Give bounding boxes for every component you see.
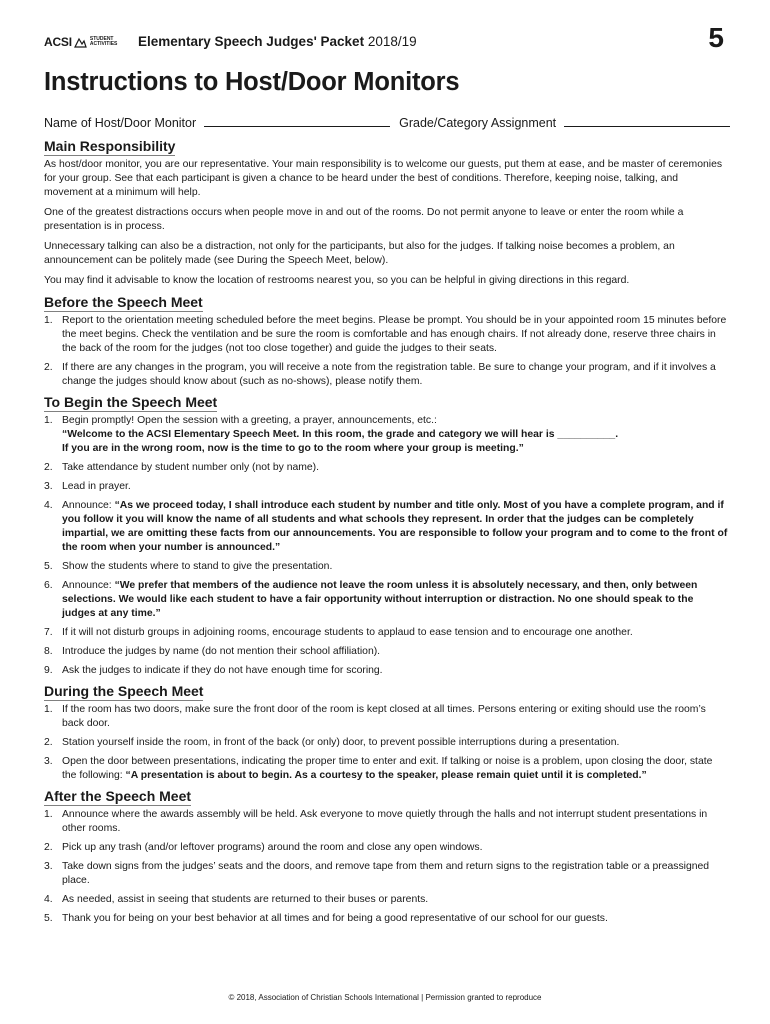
list-item: 2. Station yourself inside the room, in front of the back (or only) door, to prevent possible interruptions during a presentation. [44, 737, 620, 748]
packet-year: 2018/19 [367, 34, 417, 49]
paragraph: Unnecessary talking can also be a distraction, not only for the participants, but also for the judges. If talking noise becomes a problem, an announcement can be politely made (see During the Speech Meet, below). [44, 241, 675, 266]
paragraph: You may find it advisable to know the location of restrooms nearest you, so you can be helpful in giving directions in this regard. [44, 275, 630, 286]
logo-subtext: STUDENT ACTIVITIES [89, 36, 118, 47]
list-item: 9. Ask the judges to indicate if they do not have enough time for scoring. [44, 665, 383, 676]
list-item: 5. Thank you for being on your best behavior at all times and for being a good representative of our school for our guests. [44, 913, 608, 924]
paragraph: One of the greatest distractions occurs when people move in and out of the rooms. Do not permit anyone to leave or enter the room while a presentation is in process. [44, 207, 684, 232]
list-item: 1. Begin promptly! Open the session with a greeting, a prayer, announcements, etc.: “Welcome to the ACSI Elementary Speech Meet. In this room, the grade and category we will hear is __________. If you are in the wrong room, now is the time to go to the room where your group is meeting.” [44, 415, 619, 454]
list-item: 6. Announce: “We prefer that members of the audience not leave the room unless it is absolutely necessary, and then, only between selections. We would like each student to have a fair opportunity without interruption or distraction. No one should speak to the judges at any time.” [44, 580, 698, 619]
packet-title: Elementary Speech Judges' Packet 2018/19 [138, 34, 417, 49]
list-item: 8. Introduce the judges by name (do not mention their school affiliation). [44, 646, 381, 657]
list-item: 3. Lead in prayer. [44, 481, 131, 492]
list-item: 2. Pick up any trash (and/or leftover programs) around the room and close any open windows. [44, 842, 483, 853]
logo-text: ACSI [44, 35, 72, 49]
section-begin-meet [44, 394, 728, 678]
grade-blank[interactable] [564, 114, 730, 127]
page-header [44, 22, 728, 54]
list-item: 7. If it will not disturb groups in adjoining rooms, encourage students to applaud to ease tension and to encourage one another. [44, 627, 633, 638]
section-heading: After the Speech Meet [44, 788, 192, 804]
name-label: Name of Host/Door Monitor [44, 116, 197, 130]
section-after-meet [44, 788, 728, 926]
name-blank[interactable] [204, 114, 390, 127]
list-item: 1. Announce where the awards assembly will be held. Ask everyone to move quietly through the halls and not interrupt student presentations in other rooms. [44, 809, 708, 834]
section-before-meet [44, 294, 728, 389]
section-heading: Main Responsibility [44, 138, 176, 154]
acsi-logo [44, 34, 117, 50]
form-line [44, 114, 730, 130]
list-item: 3. Open the door between presentations, indicating the proper time to enter and exit. If talking or noise is a problem, upon closing the door, state the following: “A presentation is about to begin. As a courtesy to the speaker, please remain quiet until it is completed.” [44, 756, 713, 781]
welcome-quote-2: If you are in the wrong room, now is the time to go to the room where your group is meeting.” [62, 443, 524, 454]
page-number: 5 [708, 22, 724, 53]
welcome-quote: “Welcome to the ACSI Elementary Speech Meet. In this room, the grade and category we will hear is __________. [62, 429, 619, 440]
page-title: Instructions to Host/Door Monitors [44, 68, 460, 96]
section-during-meet [44, 683, 728, 783]
paragraph: As host/door monitor, you are our representative. Your main responsibility is to welcome our guests, put them at ease, and be master of ceremonies for your group. See that each participant is given a chance to be heard under the best of conditions. Therefore, keeping noise, talking, and movement at a minimum will help. [44, 159, 723, 198]
list-item: 1. Report to the orientation meeting scheduled before the meet begins. Please be prompt. You should be in your appointed room 15 minutes before the meet begins. Check the ventilation and be sure the room is comfortable and has enough chairs. If not already done, reserve three chairs in the back of the room for the judges (not too close together) and guide the judges to their seats. [44, 315, 727, 354]
list-item: 3. Take down signs from the judges’ seats and the doors, and remove tape from them and return signs to the registration table or a preassigned place. [44, 861, 710, 886]
list-item: 4. Announce: “As we proceed today, I shall introduce each student by number and title only. Most of you have a complete program, and if you follow it you will know the name of all students and what schools they represent. In order that the judges can be completely impartial, we are omitting these facts from our announcements. You are responsible to follow your program and to come to the front of the room when your number is announced.” [44, 500, 728, 553]
grade-label: Grade/Category Assignment [399, 116, 557, 130]
section-heading: To Begin the Speech Meet [44, 394, 218, 410]
section-heading: During the Speech Meet [44, 683, 204, 699]
list-item: 4. As needed, assist in seeing that students are returned to their buses or parents. [44, 894, 429, 905]
logo-mark-icon [74, 37, 87, 48]
list-item: 1. If the room has two doors, make sure the front door of the room is kept closed at all times. Persons entering or exiting should use the room’s back door. [44, 704, 706, 729]
section-main-responsibility [44, 138, 728, 288]
page-content [44, 136, 728, 931]
list-item: 2. If there are any changes in the program, you will receive a note from the registration table. Be sure to change your program, and if it involves a change the judges should know about (such as no-shows), please notify them. [44, 362, 716, 387]
page-footer: © 2018, Association of Christian Schools International | Permission granted to reproduce [228, 993, 542, 1002]
list-item: 2. Take attendance by student number only (not by name). [44, 462, 320, 473]
section-heading: Before the Speech Meet [44, 294, 203, 310]
list-item: 5. Show the students where to stand to give the presentation. [44, 561, 333, 572]
